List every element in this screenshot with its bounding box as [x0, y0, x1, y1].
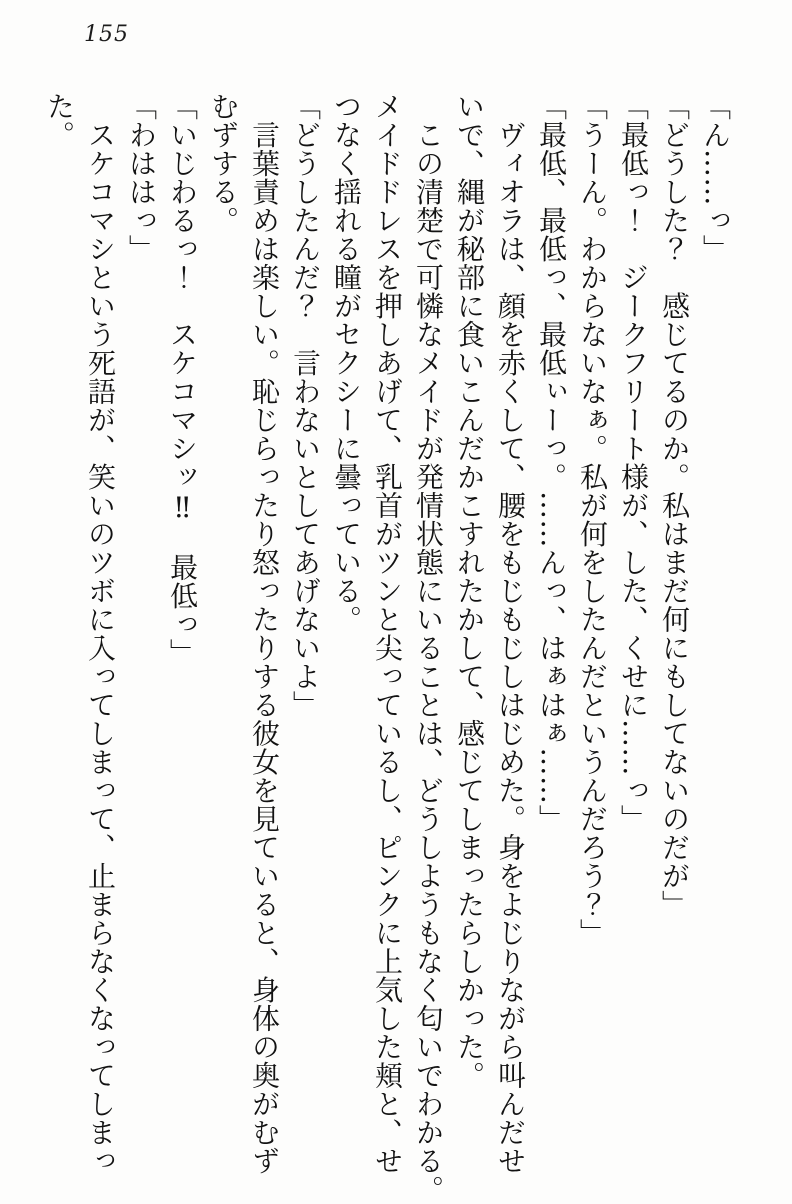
text-line: いで、縄が秘部に食いこんだかこすれたかして、感じてしまったらしかった。: [453, 92, 486, 1090]
text-line: 「最低っ！ ジークフリート様が、した、くせに……っ」: [617, 92, 650, 833]
text-line: 「最低、最低っ、最低ぃーっ。……んっ、はぁはぁ……」: [535, 92, 568, 833]
text-line: 「いじわるっ！ スケコマシッ‼ 最低っ」: [166, 92, 199, 667]
text-line: メイドドレスを押しあげて、乳首がツンと尖っているし、ピンクに上気した頬と、せ: [371, 92, 404, 1175]
text-line: むずする。: [207, 92, 240, 235]
text-block: [39, 92, 736, 1204]
text-line: 「わははっ」: [125, 92, 158, 263]
text-line: た。: [43, 92, 76, 149]
text-line: スケコマシという死語が、笑いのツボに入ってしまって、止まらなくなってしまっ: [84, 92, 117, 1175]
text-line: ヴィオラは、顔を赤くして、腰をもじもじしはじめた。身をよじりながら叫んだせ: [494, 92, 527, 1175]
page-number: 155: [84, 22, 129, 47]
text-line: 「どうしたんだ？ 言わないとしてあげないよ」: [289, 92, 322, 719]
text-line: つなく揺れる瞳がセクシーに曇っている。: [330, 92, 363, 634]
text-line: 「ん……っ」: [699, 92, 732, 263]
text-line: 「うーん。わからないなぁ。私が何をしたんだというんだろう？」: [576, 92, 609, 947]
text-line: 「どうした？ 感じてるのか。私はまだ何にもしてないのだが」: [658, 92, 691, 919]
text-line: 言葉責めは楽しい。恥じらったり怒ったりする彼女を見ていると、身体の奥がむず: [248, 92, 281, 1175]
text-line: この清楚で可憐なメイドが発情状態にいることは、どうしようもなく匂いでわかる。: [412, 92, 445, 1204]
